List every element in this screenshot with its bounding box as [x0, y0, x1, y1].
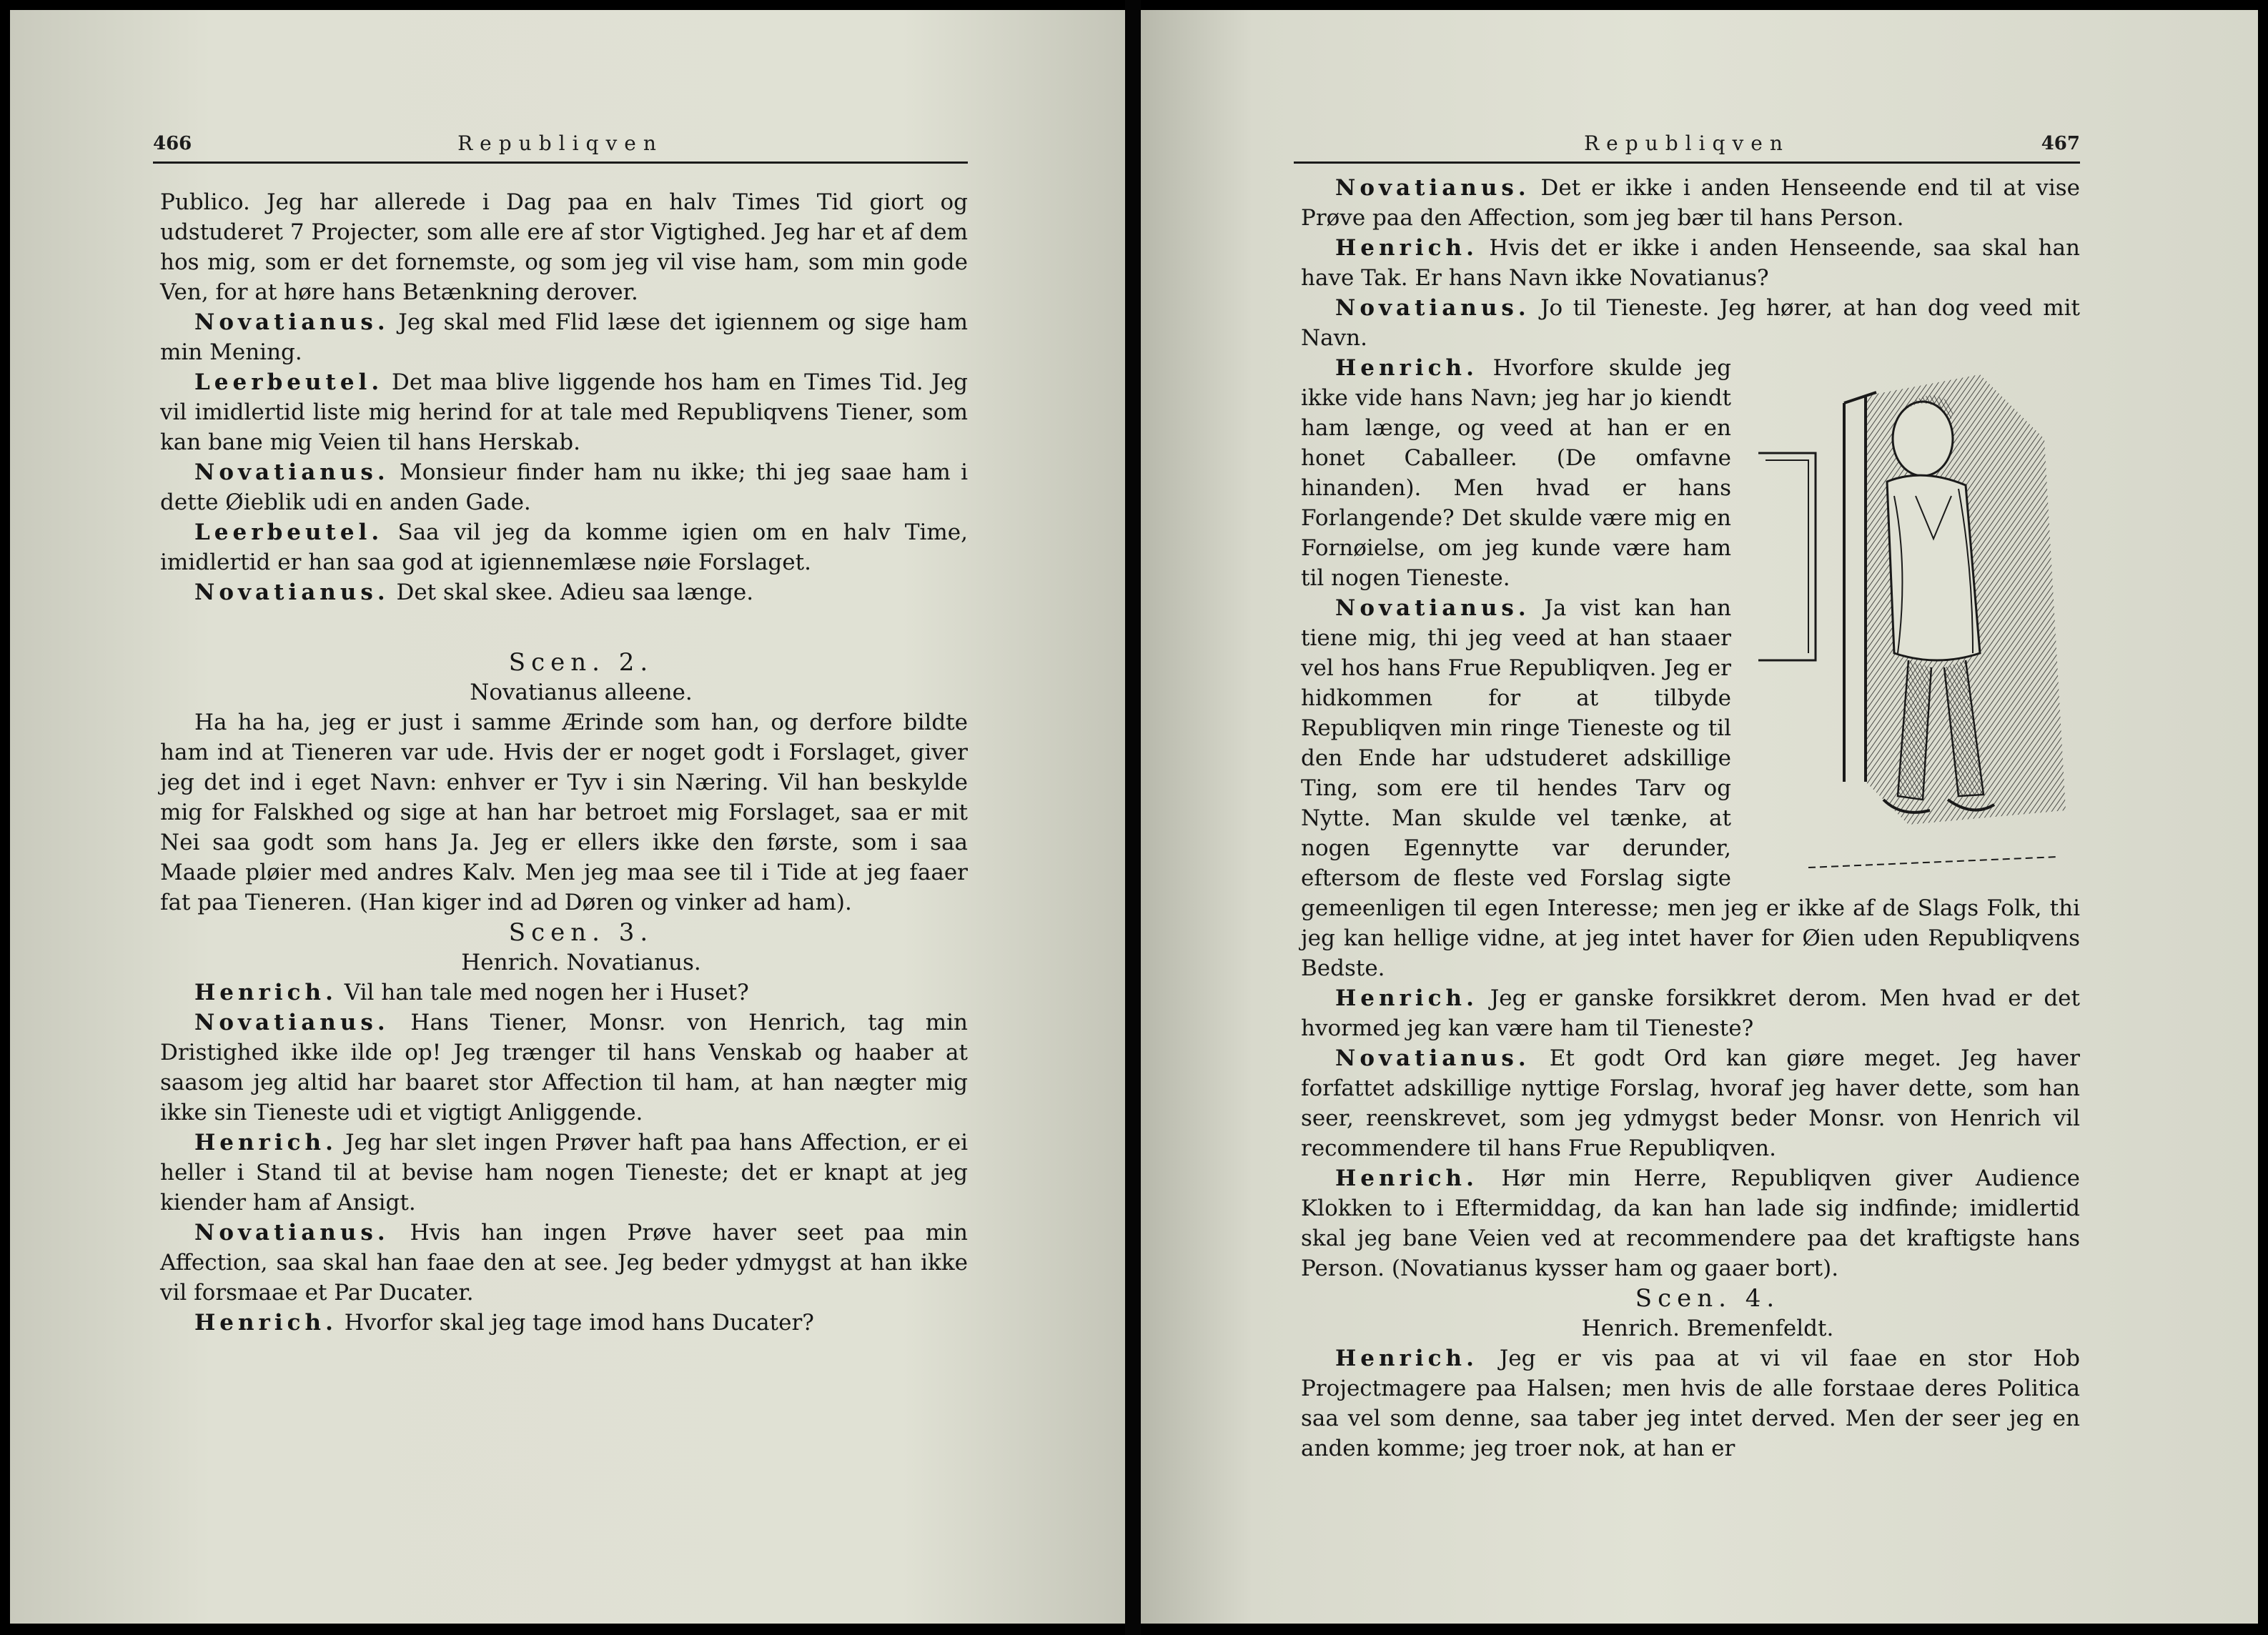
- scene-heading: Scen. 3.: [508, 918, 654, 947]
- running-head-left: [153, 130, 968, 164]
- paragraph: Novatianus. Hvis han ingen Prøve haver seet paa min Affection, saa skal han faae den at see. Jeg beder ydmygst at han ikke vil forsmaae et Par Ducater.: [160, 1220, 968, 1306]
- paragraph: Novatianus. Jo til Tieneste. Jeg hører, at han dog veed mit Navn.: [1301, 295, 2080, 351]
- scene-cast: Henrich. Novatianus.: [461, 950, 701, 975]
- paragraph: Henrich. Jeg er vis paa at vi vil faae en stor Hob Projectmagere paa Halsen; men hvis de alle forstaae deres Politica saa vel som denne, saa taber jeg intet derved. Men der seer jeg en anden komme; jeg troer nok, at han er: [1301, 1346, 2080, 1461]
- paragraph: Publico. Jeg har allerede i Dag paa en halv Times Tid giort og udstuderet 7 Projecter, som alle ere af stor Vigtighed. Jeg har et af dem hos mig, som er det fornemste, og som jeg vil vise ham, som min gode Ven, for at høre hans Betænkning derover.: [160, 189, 968, 305]
- paragraph: Novatianus. Det skal skee. Adieu saa længe.: [194, 580, 754, 605]
- paragraph: Novatianus. Et godt Ord kan giøre meget. Jeg haver forfattet adskillige nyttige Forslag, hvoraf jeg haver dette, som han seer, reenskrevet, som jeg ydmygst beder Monsr. von Henrich vil recommendere til hans Frue Republiqven.: [1301, 1045, 2080, 1161]
- left-page-body: [160, 187, 968, 1338]
- paragraph: Leerbeutel. Det maa blive liggende hos ham en Times Tid. Jeg vil imidlertid liste mig herind for at tale med Republiqvens Tiener, som kan bane mig Veien til hans Herskab.: [160, 369, 969, 455]
- paragraph: Henrich. Vil han tale med nogen her i Huset?: [194, 980, 749, 1005]
- right-page: [1141, 10, 2258, 1624]
- scene-cast: Henrich. Bremenfeldt.: [1581, 1316, 1834, 1341]
- page-number-left: 466: [153, 133, 192, 154]
- engraving-illustration: [1744, 353, 2080, 889]
- paragraph: Novatianus. Monsieur finder ham nu ikke; thi jeg saae ham i dette Øieblik udi en anden Gade.: [160, 459, 968, 515]
- paragraph: Ha ha ha, jeg er just i samme Ærinde som han, og derfore bildte ham ind at Tieneren var ude. Hvis der er noget godt i Forslaget, giver jeg det ind i eget Navn: enhver er Tyv i sin Næring. Vil han beskylde mig for Falskhed og sige at han har betroet mig Forslaget, saa er mit Nei saa godt som hans Ja. Jeg er ellers ikke den første, som i saa Maade pløier med andres Kalv. Men jeg maa see til i Tide at jeg faaer fat paa Tieneren. (Han kiger ind ad Døren og vinker ad ham).: [160, 710, 968, 915]
- scene-cast: Novatianus alleene.: [470, 680, 693, 705]
- paragraph: Leerbeutel. Saa vil jeg da komme igien om en halv Time, imidlertid er han saa god at igiennemlæse nøie Forslaget.: [160, 520, 969, 575]
- scene-heading: Scen. 4.: [1635, 1284, 1781, 1313]
- right-page-body: [1301, 173, 2080, 1463]
- paragraph: Novatianus. Jeg skal med Flid læse det igiennem og sige ham min Mening.: [160, 309, 969, 365]
- running-title-right: Republiqven: [1584, 131, 1790, 155]
- paragraph: Novatianus. Ja vist kan han tiene mig, thi jeg veed at han staaer vel hos hans Frue Republiqven. Jeg er hidkommen for at tilbyde Republiqven min ringe Tieneste og til den Ende har udstuderet adskillige Ting, som ere til hendes Tarv og Nytte. Man skulde vel tænke, at nogen Egennytte var derunder, eftersom de fleste ved Forslag sigte gemeenligen til egen Interesse; men jeg er ikke af de Slags Folk, thi jeg kan hellige vidne, at jeg intet haver for Øien uden Republiqvens Bedste.: [1301, 595, 2080, 981]
- figure-leaning-in-doorway-image: [1744, 353, 2080, 889]
- paragraph: Henrich. Hvis det er ikke i anden Henseende, saa skal han have Tak. Er hans Navn ikke Novatianus?: [1301, 235, 2080, 291]
- left-page: [10, 10, 1125, 1624]
- running-title-left: Republiqven: [457, 131, 663, 155]
- paragraph: Novatianus. Det er ikke i anden Henseende end til at vise Prøve paa den Affection, som jeg bær til hans Person.: [1301, 175, 2080, 231]
- paragraph: Henrich. Hvorfor skal jeg tage imod hans Ducater?: [194, 1310, 814, 1336]
- paragraph: Novatianus. Hans Tiener, Monsr. von Henrich, tag min Dristighed ikke ilde op! Jeg trænger til hans Venskab og haaber at saasom jeg altid har baaret stor Affection til ham, at han nægter mig ikke sin Tieneste udi et vigtigt Anliggende.: [160, 1010, 968, 1125]
- paragraph: Henrich. Hvorfore skulde jeg ikke vide hans Navn; jeg har jo kiendt ham længe, og veed at han er en honet Caballeer. (De omfavne hinanden). Men hvad er hans Forlangende? Det skulde være mig en Fornøielse, om jeg kunde være ham til nogen Tieneste.: [1301, 355, 1732, 591]
- paragraph: Henrich. Hør min Herre, Republiqven giver Audience Klokken to i Eftermiddag, da kan han lade sig indfinde; imidlertid skal jeg bane Veien ved at recommendere paa det kraftigste hans Person. (Novatianus kysser ham og gaaer bort).: [1301, 1166, 2080, 1281]
- running-head-right: [1294, 130, 2080, 164]
- paragraph: Henrich. Jeg er ganske forsikkret derom. Men hvad er det hvormed jeg kan være ham til Tieneste?: [1301, 985, 2080, 1041]
- book-spine-gap: [1125, 0, 1141, 1635]
- page-number-right: 467: [2041, 133, 2080, 154]
- scene-heading: Scen. 2.: [508, 648, 654, 677]
- paragraph: Henrich. Jeg har slet ingen Prøver haft paa hans Affection, er ei heller i Stand til at bevise ham nogen Tieneste; det er knapt at jeg kiender ham af Ansigt.: [160, 1130, 968, 1216]
